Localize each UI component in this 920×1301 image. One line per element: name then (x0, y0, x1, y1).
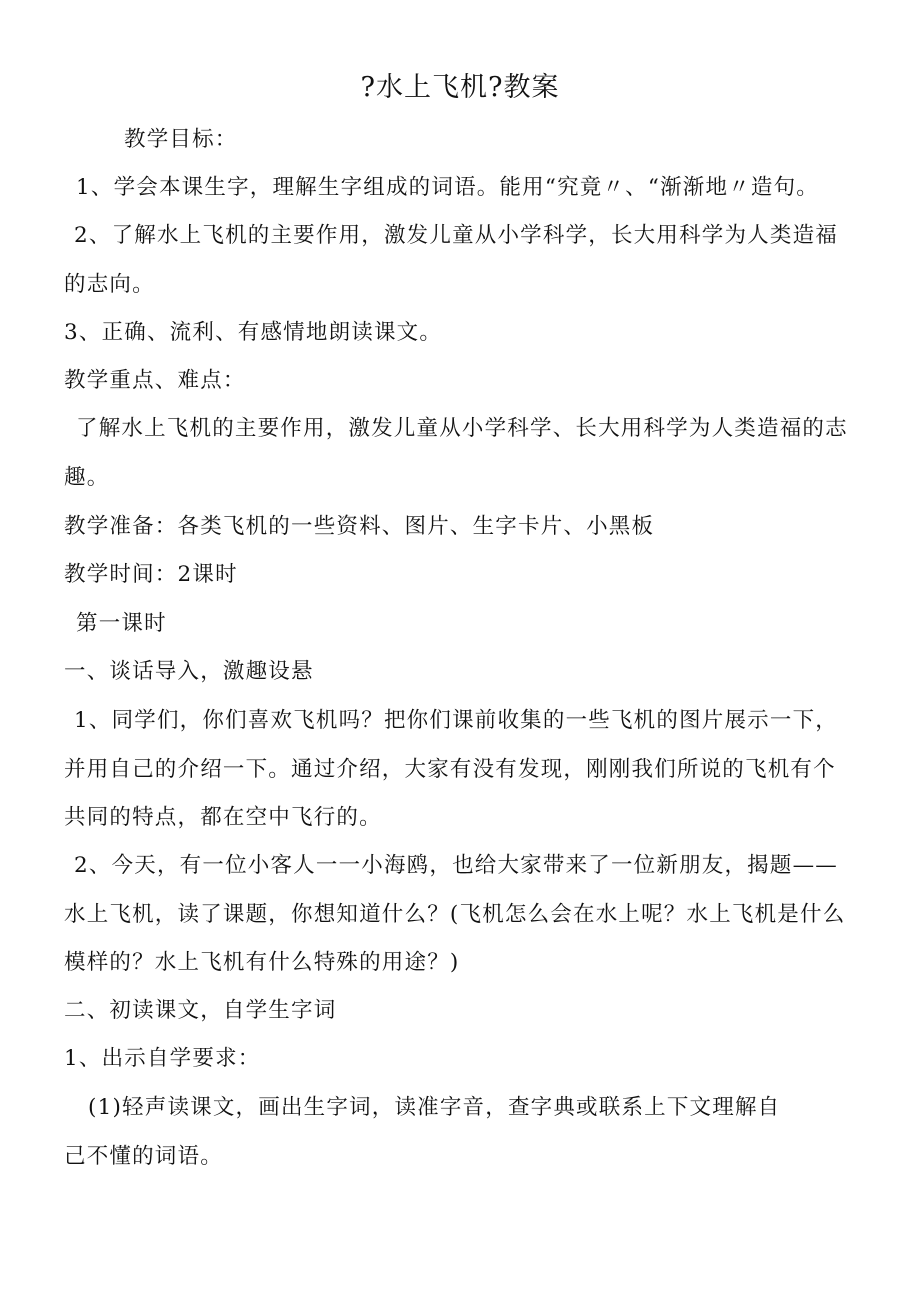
lesson-one-heading: 第一课时 (76, 611, 167, 636)
section-2-sub-item-1 (64, 1084, 780, 1181)
section-1-p2-line-2: 水上飞机，读了课题，你想知道什么？(飞机怎么会在水上呢？水上飞机是什么 (64, 901, 846, 927)
section-1-p1-line-3: 共同的特点，都在空中飞行的。 (64, 805, 382, 830)
preparation: 教学准备：各类飞机的一些资料、图片、生字卡片、小黑板 (64, 514, 655, 539)
key-points-heading: 教学重点、难点： (64, 368, 246, 393)
section-1-paragraph-2 (64, 842, 845, 988)
key-points (64, 405, 848, 502)
objective-2 (64, 212, 838, 309)
objective-2-line-1: 2、了解水上飞机的主要作用，激发儿童从小学科学，长大用科学为人类造福 (74, 223, 838, 248)
document-title: ?水上飞机?教案 (360, 72, 560, 103)
objective-2-line-2: 的志向。 (64, 271, 155, 297)
section-2-sub-1-line-2: 己不懂的词语。 (64, 1143, 223, 1169)
key-points-line-2: 趣。 (64, 464, 110, 490)
objective-3: 3、正确、流利、有感情地朗读课文。 (64, 320, 443, 345)
section-1-p2-line-3: 模样的？水上飞机有什么特殊的用途？) (64, 950, 460, 975)
section-2-item-1: 1、出示自学要求： (64, 1046, 261, 1071)
key-points-line-1: 了解水上飞机的主要作用，激发儿童从小学科学、长大用科学为人类造福的志 (76, 416, 848, 441)
section-1-p1-line-2: 并用自己的介绍一下。通过介绍，大家有没有发现，刚刚我们所说的飞机有个 (64, 756, 836, 782)
section-1-paragraph-1 (64, 697, 838, 843)
section-1-p2-line-1: 2、今天，有一位小客人一一小海鸥，也给大家带来了一位新朋友，揭题—— (74, 853, 838, 878)
section-2-sub-1-line-1: (1)轻声读课文，画出生字词，读准字音，查字典或联系上下文理解自 (88, 1095, 781, 1120)
teaching-time: 教学时间：2课时 (64, 562, 238, 587)
section-2-heading: 二、初读课文，自学生字词 (64, 998, 337, 1023)
objectives-heading: 教学目标： (124, 127, 238, 152)
section-1-p1-line-1: 1、同学们，你们喜欢飞机吗？把你们课前收集的一些飞机的图片展示一下， (74, 708, 838, 733)
section-1-heading: 一、谈话导入，激趣设悬 (64, 659, 314, 684)
objective-1: 1、学会本课生字，理解生字组成的词语。能用“究竟〃、“渐渐地〃造句。 (76, 175, 819, 200)
